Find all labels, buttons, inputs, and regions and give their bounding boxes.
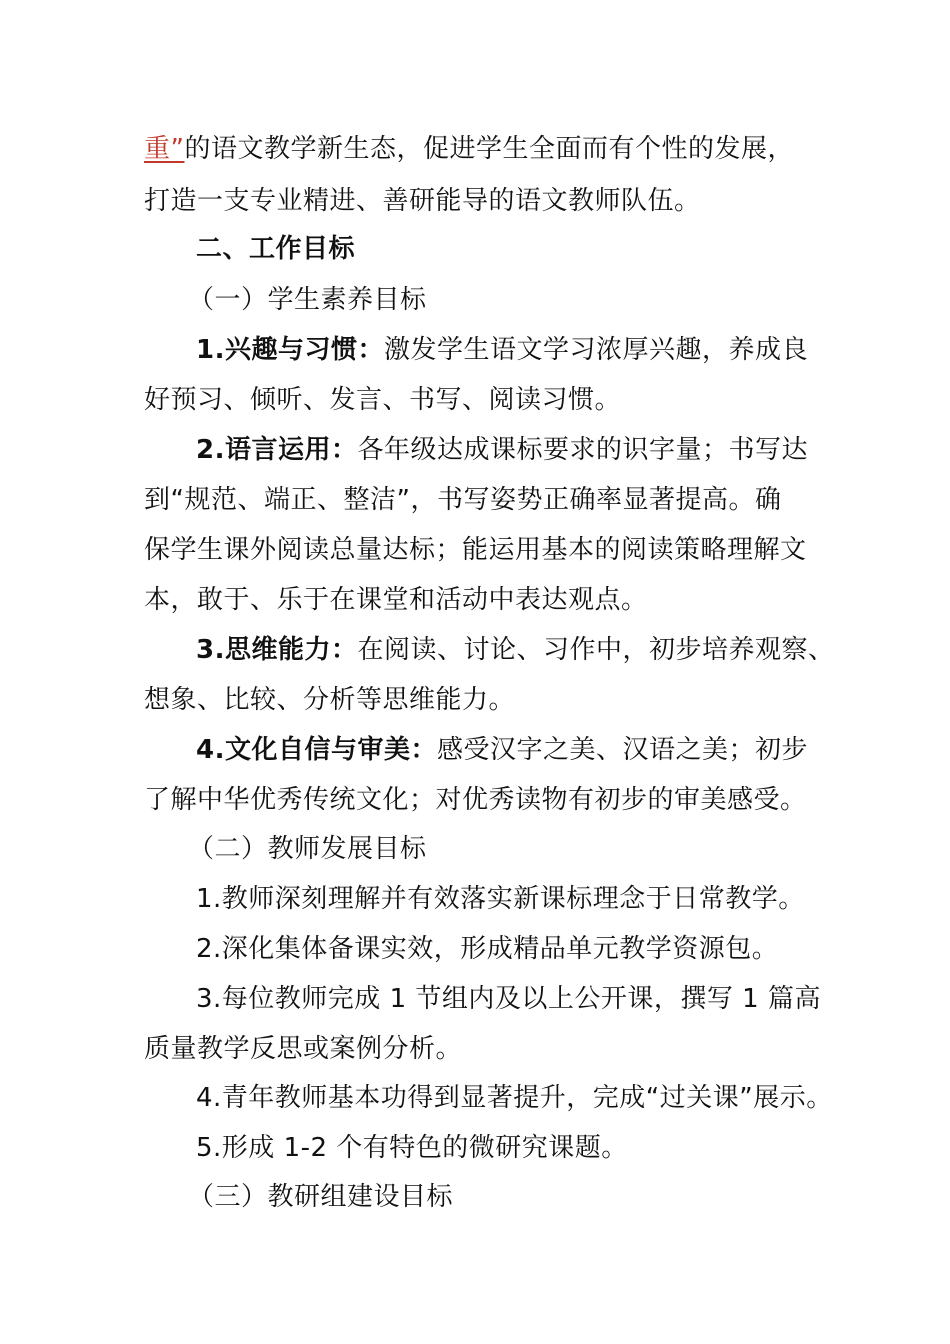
student-goal-2-line4: 本，敢于、乐于在课堂和活动中表达观点。 <box>144 585 648 615</box>
subheading-student-goals: （一）学生素养目标 <box>188 285 427 315</box>
teacher-goal-3-line2: 质量教学反思或案例分析。 <box>144 1034 463 1064</box>
paragraph-intro-line2: 打造一支专业精进、善研能导的语文教师队伍。 <box>144 186 701 216</box>
highlighted-text: 重” <box>144 134 185 164</box>
paragraph-intro-line1 <box>144 132 794 166</box>
student-goal-4-line2: 了解中华优秀传统文化；对优秀读物有初步的审美感受。 <box>144 785 807 815</box>
subheading-teacher-goals: （二）教师发展目标 <box>188 834 427 864</box>
student-goal-3-line2: 想象、比较、分析等思维能力。 <box>144 685 516 715</box>
intro-text: 的语文教学新生态，促进学生全面而有个性的发展， <box>184 134 794 164</box>
student-goal-1-line1: 1.兴趣与习惯：激发学生语文学习浓厚兴趣，养成良 <box>196 335 808 365</box>
goal-title: 2.语言运用： <box>196 435 358 465</box>
student-goal-3-line1: 3.思维能力：在阅读、讨论、习作中，初步培养观察、 <box>196 635 835 665</box>
subheading-group-goals: （三）教研组建设目标 <box>188 1182 454 1212</box>
teacher-goal-2: 2.深化集体备课实效，形成精品单元教学资源包。 <box>196 934 779 964</box>
section-heading-work-goals: 二、工作目标 <box>196 234 356 264</box>
student-goal-2-line1: 2.语言运用：各年级达成课标要求的识字量；书写达 <box>196 435 808 465</box>
goal-title: 1.兴趣与习惯： <box>196 335 384 365</box>
student-goal-2-line2: 到“规范、端正、整洁”，书写姿势正确率显著提高。确 <box>144 485 782 515</box>
student-goal-4-line1: 4.文化自信与审美：感受汉字之美、汉语之美；初步 <box>196 735 808 765</box>
teacher-goal-4: 4.青年教师基本功得到显著提升，完成“过关课”展示。 <box>196 1083 833 1113</box>
teacher-goal-5: 5.形成 1-2 个有特色的微研究课题。 <box>196 1133 628 1163</box>
student-goal-1-line2: 好预习、倾听、发言、书写、阅读习惯。 <box>144 385 622 415</box>
goal-title: 3.思维能力： <box>196 635 358 665</box>
student-goal-2-line3: 保学生课外阅读总量达标；能运用基本的阅读策略理解文 <box>144 535 807 565</box>
teacher-goal-1: 1.教师深刻理解并有效落实新课标理念于日常教学。 <box>196 884 805 914</box>
teacher-goal-3-line1: 3.每位教师完成 1 节组内及以上公开课，撰写 1 篇高 <box>196 984 821 1014</box>
goal-title: 4.文化自信与审美： <box>196 735 437 765</box>
